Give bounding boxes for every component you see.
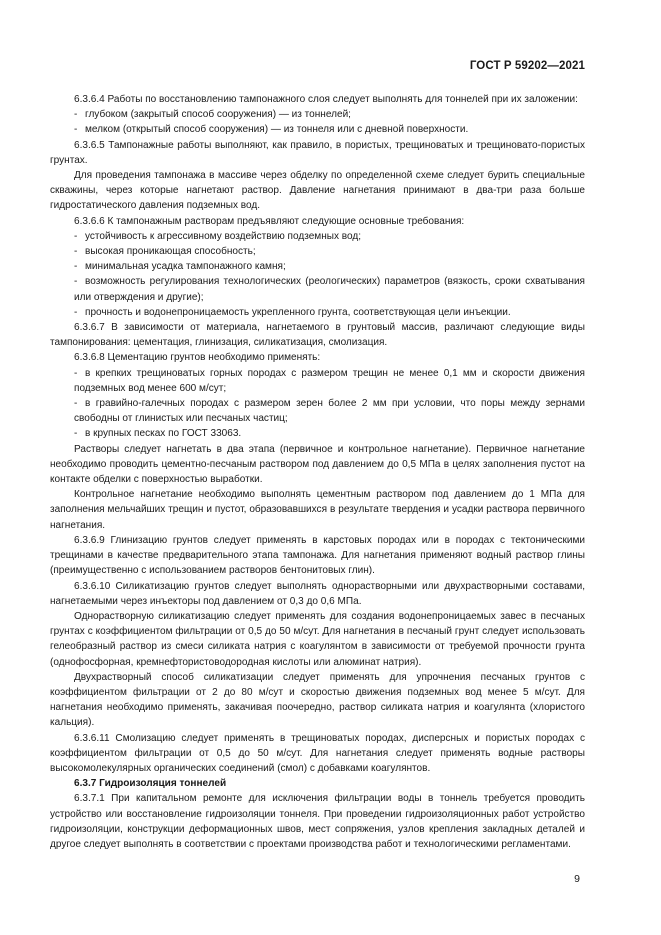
list-item: [50, 107, 585, 122]
paragraph: 6.3.6.6 К тампонажным растворам предъявляют следующие основные требования:: [74, 215, 465, 227]
paragraph: 6.3.6.9 Глинизацию грунтов следует применять в карстовых породах или в породах с тектоническими трещинами в качестве предварительного этапа тампонажа. Для нагнетания применяют водный раствор глины (преимущественно с использованием растворов бентонитовых глин).: [50, 534, 585, 577]
paragraph: Однорастворную силикатизацию следует применять для создания водонепроницаемых завес в песчаных грунтах с коэффициентом фильтрации от 0,5 до 50 м/сут. Для нагнетания в песчаный грунт следует использовать гелеобразный раствор из смеси силиката натрия с коагулянтом в зависимости от требуемой прочности грунта (однофосфорная, кремнефтористоводородная кислоты или алюминат натрия).: [50, 610, 585, 668]
paragraph: 6.3.6.4 Работы по восстановлению тампонажного слоя следует выполнять для тоннелей при их заложении:: [74, 94, 578, 105]
paragraph: 6.3.7.1 При капитальном ремонте для исключения фильтрации воды в тоннель требуется проводить устройство или восстановление гидроизоляции тоннеля. При проведении гидроизоляционных работ устройство гидроизоляции, конструкции деформационных швов, мест сопряжения, узлов крепления закладных деталей и другое следует выполнять в соответствии с проектами производства работ и технологическими регламентами.: [50, 793, 585, 850]
list-item-text: высокая проникающая способность;: [85, 246, 256, 258]
page-number: 9: [574, 873, 580, 885]
list-item-text: глубоком (закрытый способ сооружения) — из тоннелей;: [85, 109, 351, 121]
section-heading: 6.3.7 Гидроизоляция тоннелей: [74, 778, 227, 790]
list-dash: -: [74, 398, 78, 410]
list-item: [50, 396, 585, 426]
list-item-text: в крупных песках по ГОСТ 33063.: [85, 428, 242, 440]
list-item: [50, 426, 585, 441]
list-item-text: мелком (открытый способ сооружения) — из тоннеля или с дневной поверхности.: [85, 124, 469, 136]
list-dash: -: [74, 428, 78, 440]
list-item: [50, 244, 585, 259]
document-body: [50, 92, 585, 852]
paragraph: Растворы следует нагнетать в два этапа (первичное и контрольное нагнетание). Первичное нагнетание необходимо проводить цементно-песчаным раствором под давлением до 0,5 МПа в целях заполнения пустот на контакте обделки с поверхностью выработки.: [50, 443, 585, 486]
paragraph: 6.3.6.10 Силикатизацию грунтов следует выполнять однорастворными или двухрастворными составами, нагнетаемыми через инъекторы под давлением от 0,3 до 0,6 МПа.: [50, 580, 585, 607]
list-item-text: возможность регулирования технологических (реологических) параметров (вязкость, сроки схватывания или отверждения и другие);: [74, 276, 585, 303]
list-item: [50, 229, 585, 244]
list-dash: -: [74, 276, 78, 288]
list-item-text: в крепких трещиноватых горных породах с размером трещин не менее 0,1 мм и скорости движения подземных вод менее 600 м/сут;: [74, 367, 585, 394]
paragraph: 6.3.6.7 В зависимости от материала, нагнетаемого в грунтовый массив, различают следующие виды тампонирования: цементация, глинизация, силикатизация, смолизация.: [50, 322, 585, 349]
list-dash: -: [74, 367, 78, 379]
paragraph: Контрольное нагнетание необходимо выполнять цементным раствором под давлением до 1 МПа для заполнения мельчайших трещин и пустот, образовавшихся в результате твердения и усадки раствора первичного нагнетания.: [50, 489, 585, 531]
standard-designation: ГОСТ Р 59202—2021: [469, 60, 585, 72]
paragraph: Для проведения тампонажа в массиве через обделку по определенной схеме следует бурить специальные скважины, через которые нагнетают раствор. Давление нагнетания принимают в два-три раза больше гидростатического давления подземных вод.: [50, 170, 585, 212]
list-dash: -: [74, 246, 78, 258]
list-dash: -: [74, 124, 78, 136]
list-item: [50, 366, 585, 396]
list-item: [50, 274, 585, 304]
list-dash: -: [74, 109, 78, 121]
paragraph: 6.3.6.5 Тампонажные работы выполняют, как правило, в пористых, трещиноватых и трещиновато-пористых грунтах.: [50, 139, 585, 166]
list-item-text: устойчивость к агрессивному воздействию подземных вод;: [85, 230, 362, 242]
paragraph: Двухрастворный способ силикатизации следует применять для упрочнения песчаных грунтов с коэффициентом фильтрации от 2 до 80 м/сут и скоростью движения подземных вод менее 5 м/сут. Для нагнетания необходимо применять, закачивая поочередно, раствор силиката натрия и коагулянта (хлористого кальция).: [50, 671, 585, 729]
list-dash: -: [74, 306, 78, 318]
list-item-text: в гравийно-галечных породах с размером зерен более 2 мм при условии, что поры между зернами свободны от глинистых или песчаных частиц;: [74, 398, 585, 425]
list-item-text: прочность и водонепроницаемость укрепленного грунта, соответствующая цели инъекции.: [85, 306, 511, 318]
list-item: [50, 305, 585, 320]
list-dash: -: [74, 230, 78, 242]
list-item-text: минимальная усадка тампонажного камня;: [85, 261, 286, 273]
paragraph: 6.3.6.8 Цементацию грунтов необходимо применять:: [74, 352, 321, 364]
list-dash: -: [74, 261, 78, 273]
list-item: [50, 122, 585, 137]
list-item: [50, 259, 585, 274]
paragraph: 6.3.6.11 Смолизацию следует применять в трещиноватых породах, дисперсных и пористых породах с коэффициентом фильтрации от 0,5 до 50 м/сут. Для нагнетания следует применять водные растворы высокомолекулярных органических соединений (смол) с добавками коагулянтов.: [50, 732, 585, 774]
